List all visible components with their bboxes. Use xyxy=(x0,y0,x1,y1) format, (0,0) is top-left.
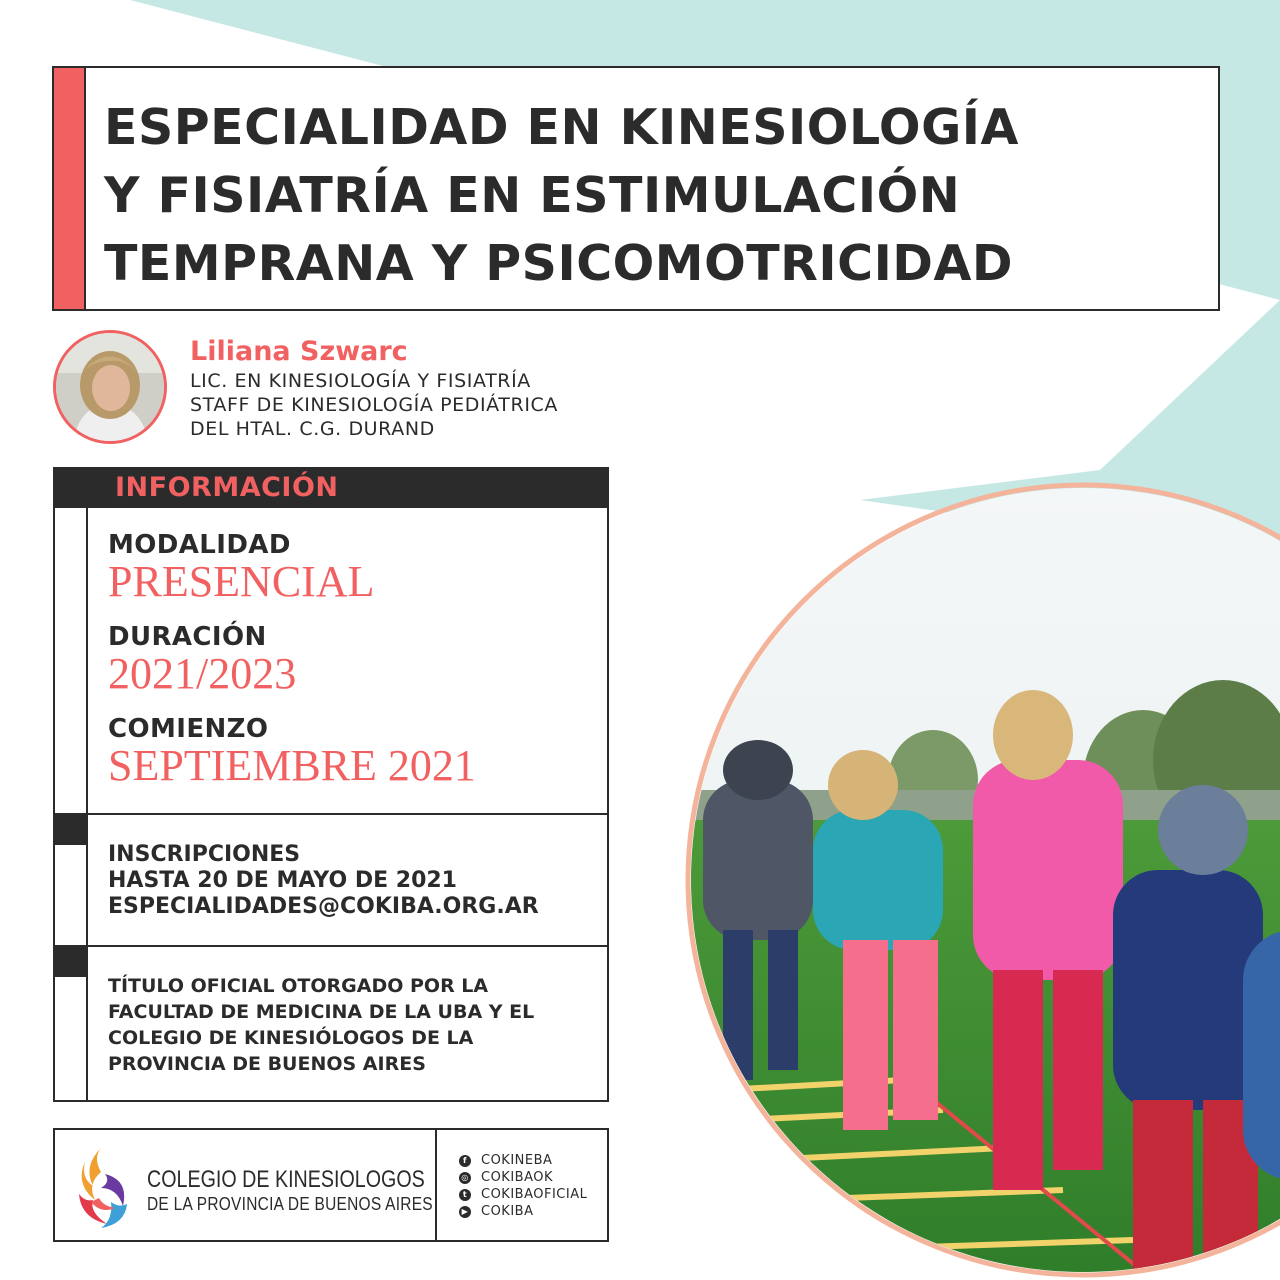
social-handle: COKIBAOK xyxy=(481,1170,554,1185)
inscripciones-block xyxy=(108,842,539,920)
instructor-title-line-3: DEL HTAL. C.G. DURAND xyxy=(190,418,435,440)
info-header-bar xyxy=(53,467,609,508)
title-line-2: Y FISIATRÍA EN ESTIMULACIÓN xyxy=(104,167,961,224)
org-name-line-1: COLEGIO DE KINESIOLOGOS xyxy=(147,1166,425,1193)
modalidad-label: MODALIDAD xyxy=(108,530,291,560)
children-playing-photo xyxy=(683,480,1280,1280)
title-line-1: ESPECIALIDAD EN KINESIOLOGÍA xyxy=(104,99,1019,156)
org-name-line-2: DE LA PROVINCIA DE BUENOS AIRES xyxy=(147,1194,433,1214)
titulo-oficial-block xyxy=(108,973,534,1077)
facebook-icon: f xyxy=(459,1155,471,1167)
inscripciones-deadline: HASTA 20 DE MAYO DE 2021 xyxy=(108,868,457,893)
page-title xyxy=(104,94,1204,298)
social-facebook[interactable] xyxy=(459,1153,552,1168)
footer-box xyxy=(53,1128,609,1242)
duracion-label: DURACIÓN xyxy=(108,622,267,652)
instructor-name: Liliana Szwarc xyxy=(190,336,408,367)
inscripciones-email: ESPECIALIDADES@COKIBA.ORG.AR xyxy=(108,894,539,919)
titulo-line-3: COLEGIO DE KINESIÓLOGOS DE LA xyxy=(108,1027,474,1049)
cokiba-logo-icon xyxy=(71,1144,133,1230)
info-divider-2 xyxy=(53,945,609,947)
footer-divider xyxy=(435,1130,437,1240)
section-tab-marker-2 xyxy=(53,947,88,977)
section-tab-marker-1 xyxy=(53,815,88,845)
instructor-avatar xyxy=(53,330,167,444)
social-handle: COKIBA xyxy=(481,1204,534,1219)
info-panel-left-rule xyxy=(86,508,88,1102)
social-handle: COKINEBA xyxy=(481,1153,553,1168)
titulo-line-1: TÍTULO OFICIAL OTORGADO POR LA xyxy=(108,975,489,997)
instagram-icon: ◎ xyxy=(459,1172,471,1184)
modalidad-value: PRESENCIAL xyxy=(108,557,375,606)
comienzo-label: COMIENZO xyxy=(108,714,269,744)
comienzo-value: SEPTIEMBRE 2021 xyxy=(108,741,476,790)
titulo-line-2: FACULTAD DE MEDICINA DE LA UBA Y EL xyxy=(108,1001,535,1023)
info-divider-1 xyxy=(53,813,609,815)
twitter-icon: t xyxy=(459,1189,471,1201)
instructor-title-line-2: STAFF DE KINESIOLOGÍA PEDIÁTRICA xyxy=(190,394,558,416)
title-line-3: TEMPRANA Y PSICOMOTRICIDAD xyxy=(104,235,1014,292)
instructor-title-line-1: LIC. EN KINESIOLOGÍA Y FISIATRÍA xyxy=(190,370,531,392)
social-handle: COKIBAOFICIAL xyxy=(481,1187,588,1202)
titulo-line-4: PROVINCIA DE BUENOS AIRES xyxy=(108,1053,426,1075)
title-box xyxy=(52,66,1220,311)
inscripciones-heading: INSCRIPCIONES xyxy=(108,842,301,867)
person-portrait-icon xyxy=(56,333,164,441)
social-youtube[interactable] xyxy=(459,1204,533,1219)
duracion-value: 2021/2023 xyxy=(108,649,297,698)
info-header-label: INFORMACIÓN xyxy=(115,472,339,503)
youtube-icon: ▶ xyxy=(459,1206,471,1218)
title-accent-stripe xyxy=(54,68,86,309)
social-instagram[interactable] xyxy=(459,1170,553,1185)
social-twitter[interactable] xyxy=(459,1187,587,1202)
